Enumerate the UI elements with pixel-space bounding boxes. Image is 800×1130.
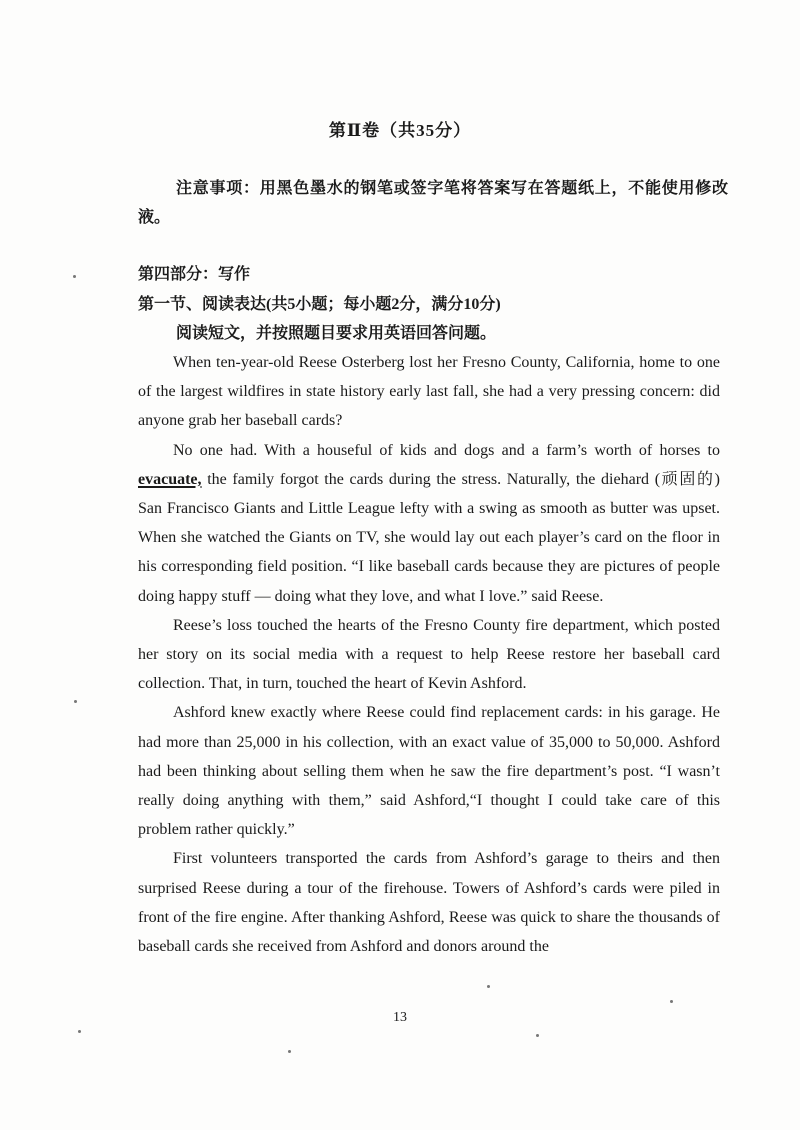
subsection-title: 第一节、阅读表达(共5小题；每小题2分，满分10分) bbox=[138, 296, 501, 313]
scan-speck bbox=[78, 1030, 81, 1033]
paragraph-2-rest: the family forgot the cards during the stress. Naturally, the diehard (顽固的) San Francisco Giants and Little League lefty with a swing as smooth as butter was upset. When she watched the Giants on TV, she would lay out each player’s card on the floor in his corresponding field position. “I like baseball cards because they are pictures of people doing happy stuff — doing what they love, and what I love.” said Reese. bbox=[138, 470, 720, 605]
instruction-text: 阅读短文，并按照题目要求用英语回答问题。 bbox=[176, 325, 497, 342]
part-title: 第四部分：写作 bbox=[138, 266, 251, 283]
page-number: 13 bbox=[393, 1010, 407, 1025]
scan-speck bbox=[74, 700, 77, 703]
paragraph-1: When ten-year-old Reese Osterberg lost her Fresno County, California, home to one of the largest wildfires in state history early last fall, she had a very pressing concern: did anyone grab her baseball cards? bbox=[138, 354, 720, 430]
paragraph-2 bbox=[138, 436, 720, 611]
paragraph-3: Reese’s loss touched the hearts of the Fresno County fire department, which posted her story on its social media with a request to help Reese restore her baseball card collection. That, in turn, touched the heart of Kevin Ashford. bbox=[138, 616, 720, 693]
scan-speck bbox=[487, 985, 490, 988]
scan-speck bbox=[670, 1000, 673, 1003]
notice-text: 注意事项：用黑色墨水的钢笔或签字笔将答案写在答题纸上，不能使用修改液。 bbox=[138, 180, 728, 226]
paragraph-4: Ashford knew exactly where Reese could find replacement cards: in his garage. He had more than 25,000 in his collection, with an exact value of 35,000 to 50,000. Ashford had been thinking about selling them when he saw the fire department’s post. “I wasn’t really doing anything with them,” said Ashford,“I thought I could take care of this problem rather quickly.” bbox=[138, 704, 720, 839]
reading-passage bbox=[138, 348, 720, 961]
paragraph-2-start: No one had. With a houseful of kids and dogs and a farm’s worth of horses to bbox=[173, 441, 720, 459]
scan-speck bbox=[73, 275, 76, 278]
paragraph-5: First volunteers transported the cards from Ashford’s garage to theirs and then surprised Reese during a tour of the firehouse. Towers of Ashford’s cards were piled in front of the fire engine. After thanking Ashford, Reese was quick to share the thousands of baseball cards she received from Ashford and donors around the bbox=[138, 850, 720, 956]
vocab-word-evacuate: evacuate, bbox=[138, 470, 202, 488]
section-title: 第Ⅱ卷（共35分） bbox=[328, 121, 472, 140]
scan-speck bbox=[536, 1034, 539, 1037]
scan-speck bbox=[288, 1050, 291, 1053]
